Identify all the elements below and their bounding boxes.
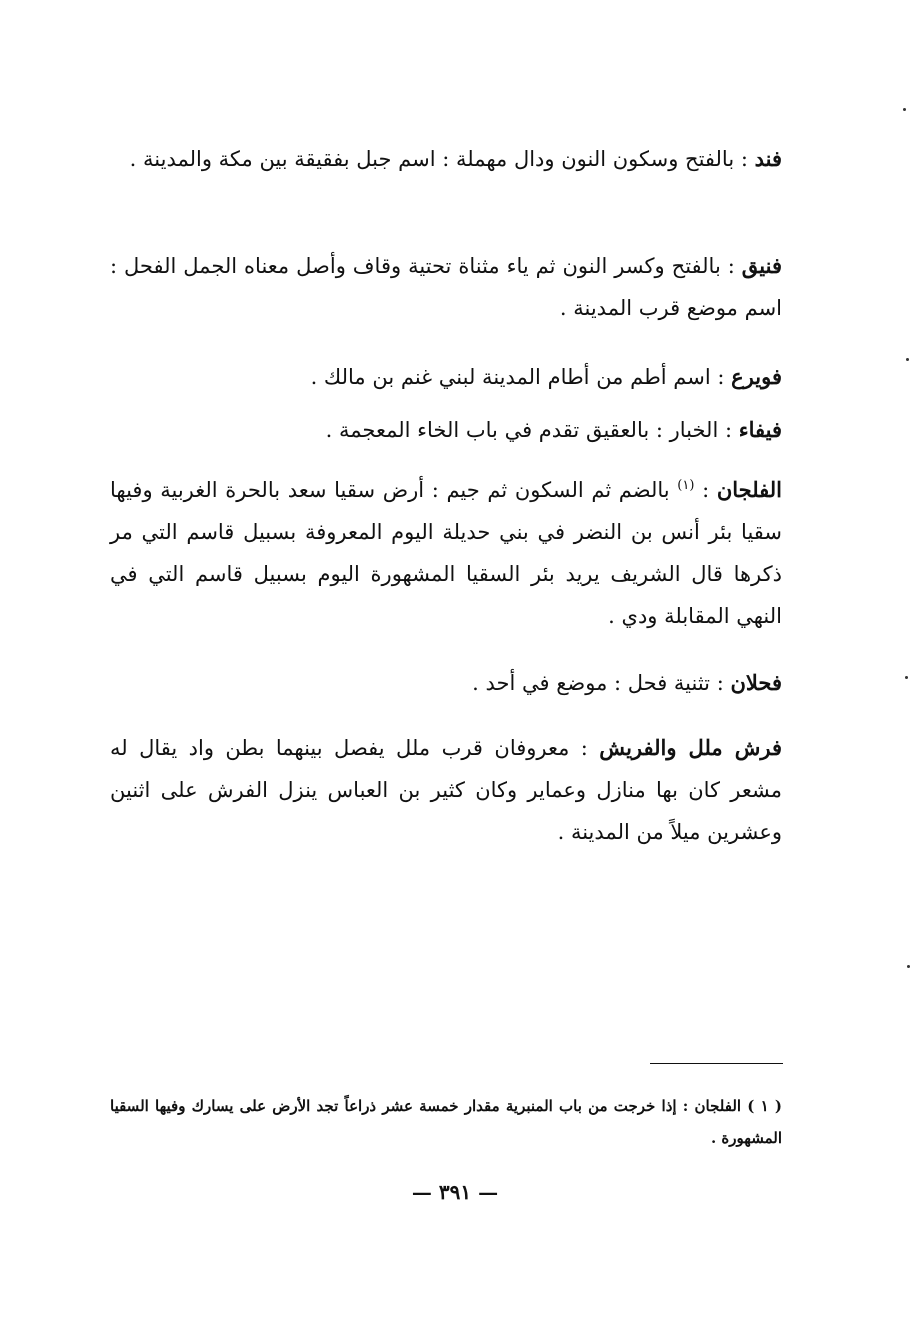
entry-body: : تثنية فحل : موضع في أحد .: [472, 671, 731, 695]
entry-term: فويرع: [731, 364, 782, 389]
entry-body: : بالفتح وسكون النون ودال مهملة : اسم جبل بفقيقة بين مكة والمدينة .: [129, 147, 755, 171]
entry-term: فرش ملل والفريش: [599, 735, 782, 760]
entry-term: فحلان: [730, 670, 782, 695]
entry-body: : معروفان قرب ملل يفصل بينهما بطن واد يقال له مشعر كان بها منازل وعماير وكان كثير بن العباس ينزل الفرش على اثنين وعشرين ميلاً من المدينة .: [110, 736, 782, 844]
scan-speck: [905, 676, 908, 679]
entry-body: بالضم ثم السكون ثم جيم : أرض سقيا سعد بالحرة الغربية وفيها سقيا بئر أنس بن النضر في بني حديلة اليوم المعروفة بسبيل قاسم التي مر ذكرها قال الشريف يريد بئر السقيا المشهورة اليوم بسبيل قاسم التي في النهي المقابلة ودي .: [110, 478, 782, 628]
entry-body: : بالفتح وكسر النون ثم ياء مثناة تحتية وقاف وأصل معناه الجمل الفحل : اسم موضع قرب المدينة .: [110, 254, 782, 320]
footnote-reference[interactable]: (١): [677, 478, 695, 493]
entry-term: فند: [754, 146, 782, 171]
entry-fand: [110, 138, 782, 180]
entry-body: : الخبار : بالعقيق تقدم في باب الخاء المعجمة .: [325, 418, 739, 442]
entry-fuwayri: [110, 356, 782, 398]
entry-fayfa: [110, 409, 782, 451]
entry-term: الفلجان: [716, 477, 782, 502]
scan-speck: [906, 358, 909, 361]
entry-alfaljan: [110, 469, 782, 637]
entry-term: فنيق: [741, 253, 782, 278]
scan-speck: [907, 965, 910, 968]
footnote-divider: [650, 1063, 783, 1064]
entry-body: : اسم أطم من أطام المدينة لبني غنم بن مالك .: [310, 365, 732, 389]
entry-farsh-malal: [110, 727, 782, 853]
entry-fahlan: [110, 662, 782, 704]
entry-term: فيفاء: [738, 417, 782, 442]
footnote: ( ١ ) الفلجان : إذا خرجت من باب المنبرية مقدار خمسة عشر ذراعاً تجد الأرض على يسارك وفيها السقيا المشهورة .: [110, 1097, 782, 1147]
entry-separator: :: [694, 478, 717, 502]
page-number: — ٣٩١ —: [411, 1180, 499, 1204]
scan-speck: [903, 108, 906, 111]
entry-funayq: [110, 245, 782, 329]
